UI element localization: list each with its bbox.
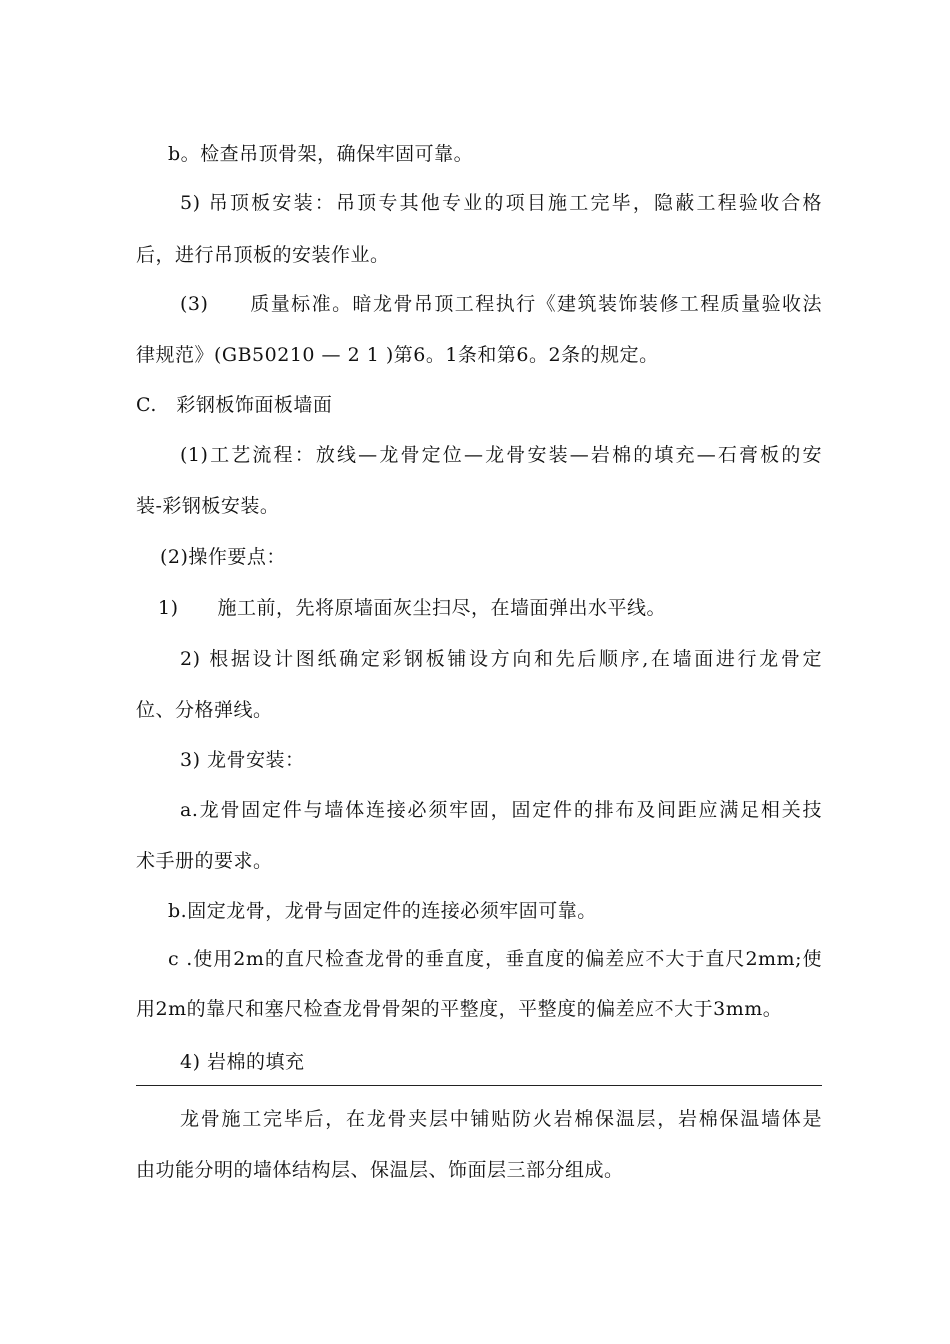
text-line: b.固定龙骨，龙骨与固定件的连接必须牢固可靠。 — [168, 900, 597, 922]
text-line: 龙骨施工完毕后，在龙骨夹层中铺贴防火岩棉保温层，岩棉保温墙体是 — [180, 1108, 822, 1130]
text-line: 4) 岩棉的填充 — [180, 1051, 305, 1073]
text-line: (3) 质量标准。暗龙骨吊顶工程执行《建筑装饰装修工程质量验收法 — [180, 293, 822, 315]
text-line: 1) 施工前，先将原墙面灰尘扫尽，在墙面弹出水平线。 — [158, 597, 667, 619]
text-line: (1)工艺流程：放线—龙骨定位—龙骨安装—岩棉的填充—石膏板的安 — [180, 444, 822, 466]
text-line: 3) 龙骨安装： — [180, 749, 305, 771]
text-line: a.龙骨固定件与墙体连接必须牢固，固定件的排布及间距应满足相关技 — [180, 799, 822, 821]
text-line: 术手册的要求。 — [136, 850, 273, 872]
text-line: c .使用2m的直尺检查龙骨的垂直度，垂直度的偏差应不大于直尺2mm;使 — [168, 948, 822, 970]
text-line: 2) 根据设计图纸确定彩钢板铺设方向和先后顺序,在墙面进行龙骨定 — [180, 648, 822, 670]
text-line: 位、分格弹线。 — [136, 699, 273, 721]
text-line: 用2m的靠尺和塞尺检查龙骨骨架的平整度，平整度的偏差应不大于3mm。 — [136, 998, 783, 1020]
text-line: 由功能分明的墙体结构层、保温层、饰面层三部分组成。 — [136, 1159, 624, 1181]
horizontal-rule — [136, 1085, 822, 1086]
text-line: 后，进行吊顶板的安装作业。 — [136, 244, 390, 266]
text-line: 律规范》(GB50210 — 2 1 )第6。1条和第6。2条的规定。 — [136, 344, 659, 366]
text-line: (2)操作要点： — [160, 546, 286, 568]
text-line: b。检查吊顶骨架，确保牢固可靠。 — [168, 143, 474, 165]
text-line: 装-彩钢板安装。 — [136, 495, 280, 517]
text-line: 5) 吊顶板安装：吊顶专其他专业的项目施工完毕，隐蔽工程验收合格 — [180, 192, 822, 214]
section-heading: C. 彩钢板饰面板墙面 — [136, 394, 333, 416]
